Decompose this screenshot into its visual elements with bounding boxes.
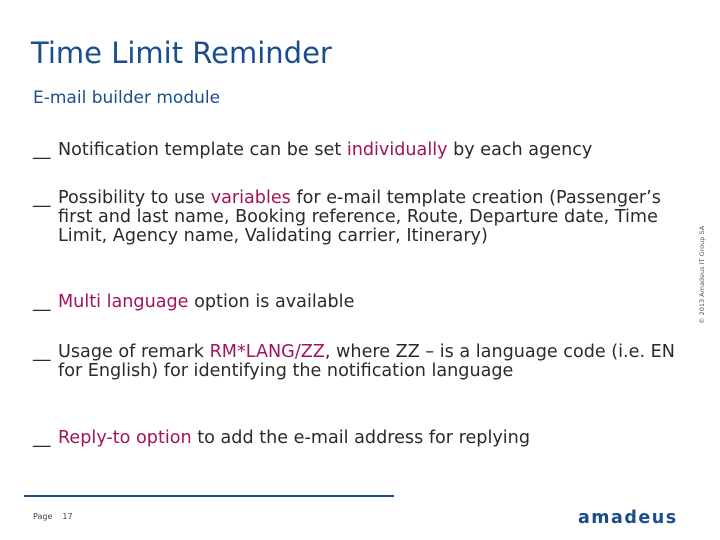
bullet-highlight: Multi language <box>58 292 189 312</box>
bullet-dash: __ <box>33 428 51 448</box>
bullet-text <box>58 343 683 381</box>
bullet-text-after: to add the e-mail address for replying <box>191 428 530 448</box>
bullet-text-before: Possibility to use <box>58 188 211 208</box>
bullet-item <box>33 141 683 160</box>
bullet-item <box>33 189 683 246</box>
bullet-text <box>58 293 683 312</box>
bullet-text <box>58 189 683 246</box>
bullet-item <box>33 343 683 381</box>
page-number: 17 <box>62 512 73 521</box>
slide-subtitle: E-mail builder module <box>33 88 221 108</box>
bullet-dash: __ <box>33 188 51 208</box>
bullet-item <box>33 293 683 312</box>
page-label: Page <box>33 512 53 521</box>
bullet-text-after: , where ZZ – is a language code (i.e. EN for English) for identifying the notification language <box>58 342 675 381</box>
bullet-dash: __ <box>33 342 51 362</box>
bullet-highlight: variables <box>210 188 291 208</box>
slide-title: Time Limit Reminder <box>31 36 332 70</box>
footer-divider <box>24 495 394 497</box>
bullet-highlight: Reply-to option <box>58 428 192 448</box>
bullet-text-before: Notification template can be set <box>58 140 347 160</box>
bullet-dash: __ <box>33 292 51 312</box>
company-logo: amadeus <box>578 508 678 528</box>
bullet-highlight: RM*LANG/ZZ <box>209 342 325 362</box>
bullet-text-after: for e-mail template creation (Passenger’s first and last name, Booking reference, Route, Departure date, Time Limit, Agency name, Validating carrier, Itinerary) <box>58 188 661 246</box>
copyright-notice: © 2013 Amadeus IT Group SA <box>698 225 706 324</box>
bullet-highlight: individually <box>346 140 448 160</box>
bullet-text <box>58 429 683 448</box>
page-footer <box>33 512 73 521</box>
bullet-text <box>58 141 683 160</box>
bullet-text-after: option is available <box>188 292 355 312</box>
bullet-text-before: Usage of remark <box>58 342 210 362</box>
bullet-text-after: by each agency <box>447 140 593 160</box>
bullet-item <box>33 429 683 448</box>
bullet-dash: __ <box>33 140 51 160</box>
